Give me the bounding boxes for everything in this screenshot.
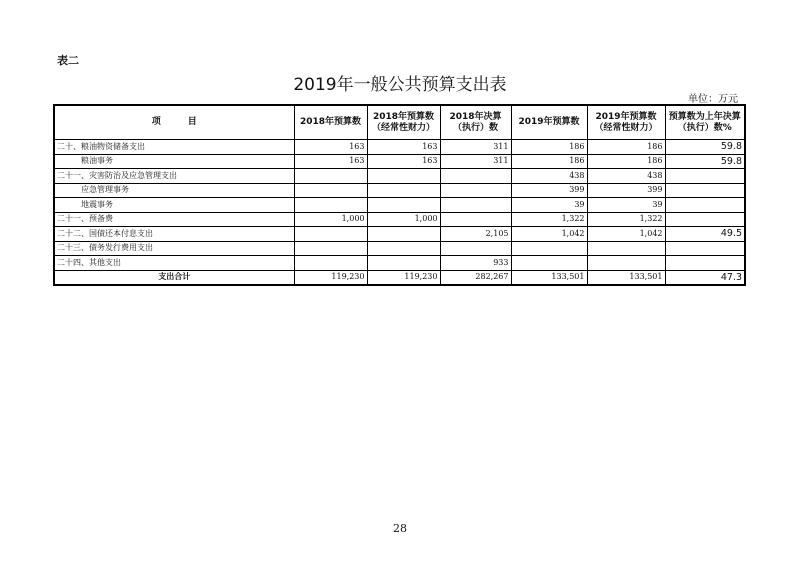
cell-percent: 47.3 xyxy=(665,270,745,285)
cell-percent: 59.8 xyxy=(665,154,745,169)
cell-2018-budget xyxy=(294,183,367,198)
row-item: 二十一、预备费 xyxy=(54,212,294,227)
cell-2019-budget: 186 xyxy=(511,140,587,155)
cell-percent: 49.5 xyxy=(665,227,745,242)
cell-2019-budget: 399 xyxy=(511,183,587,198)
cell-2018-final xyxy=(440,183,511,198)
table-row xyxy=(54,227,745,242)
cell-2019-budget: 39 xyxy=(511,198,587,213)
cell-2018-budget-regular: 119,230 xyxy=(367,270,440,285)
row-item: 二十三、债务发行费用支出 xyxy=(54,241,294,256)
cell-2018-budget xyxy=(294,256,367,271)
row-item: 应急管理事务 xyxy=(54,183,294,198)
cell-2018-budget-regular xyxy=(367,183,440,198)
unit-label: 单位：万元 xyxy=(688,94,738,105)
table-row xyxy=(54,169,745,184)
table-row xyxy=(54,183,745,198)
cell-2019-budget: 133,501 xyxy=(511,270,587,285)
header-2019-budget-regular: 2019年预算数 （经常性财力） xyxy=(587,105,665,140)
cell-2019-budget-regular: 186 xyxy=(587,140,665,155)
page-title: 2019年一般公共预算支出表 xyxy=(293,75,507,95)
cell-percent xyxy=(665,183,745,198)
row-item: 地震事务 xyxy=(54,198,294,213)
cell-2018-budget-regular xyxy=(367,198,440,213)
header-2018-budget: 2018年预算数 xyxy=(294,105,367,140)
cell-2018-budget-regular: 1,000 xyxy=(367,212,440,227)
table-row xyxy=(54,198,745,213)
header-2018-final: 2018年决算 （执行）数 xyxy=(440,105,511,140)
cell-2019-budget-regular xyxy=(587,241,665,256)
total-label: 支出合计 xyxy=(54,270,294,285)
cell-percent: 59.8 xyxy=(665,140,745,155)
cell-2019-budget-regular: 399 xyxy=(587,183,665,198)
cell-2019-budget: 1,042 xyxy=(511,227,587,242)
cell-2018-budget-regular xyxy=(367,169,440,184)
cell-2019-budget-regular: 133,501 xyxy=(587,270,665,285)
cell-2018-budget: 1,000 xyxy=(294,212,367,227)
cell-2019-budget xyxy=(511,241,587,256)
cell-2018-final xyxy=(440,198,511,213)
row-item: 二十四、其他支出 xyxy=(54,256,294,271)
table-row xyxy=(54,256,745,271)
cell-2018-budget xyxy=(294,241,367,256)
cell-2018-budget-regular xyxy=(367,241,440,256)
cell-2019-budget xyxy=(511,256,587,271)
cell-2019-budget-regular: 1,322 xyxy=(587,212,665,227)
cell-percent xyxy=(665,241,745,256)
budget-expenditure-table xyxy=(53,104,746,286)
cell-2018-budget-regular: 163 xyxy=(367,154,440,169)
cell-2018-final xyxy=(440,169,511,184)
table-row xyxy=(54,241,745,256)
cell-2018-budget xyxy=(294,198,367,213)
row-item: 二十、粮油物资储备支出 xyxy=(54,140,294,155)
cell-2019-budget: 438 xyxy=(511,169,587,184)
table-row xyxy=(54,140,745,155)
cell-2019-budget-regular: 186 xyxy=(587,154,665,169)
table-header-row xyxy=(54,105,745,140)
cell-2018-budget-regular xyxy=(367,227,440,242)
header-2018-budget-regular: 2018年预算数 （经常性财力） xyxy=(367,105,440,140)
cell-2018-final xyxy=(440,212,511,227)
cell-2019-budget-regular: 438 xyxy=(587,169,665,184)
cell-2018-budget: 163 xyxy=(294,154,367,169)
cell-2019-budget: 186 xyxy=(511,154,587,169)
cell-percent xyxy=(665,256,745,271)
cell-2019-budget-regular: 39 xyxy=(587,198,665,213)
cell-2018-budget-regular xyxy=(367,256,440,271)
total-row xyxy=(54,270,745,285)
row-item: 粮油事务 xyxy=(54,154,294,169)
cell-2019-budget-regular xyxy=(587,256,665,271)
cell-2018-budget-regular: 163 xyxy=(367,140,440,155)
table-number-label: 表二 xyxy=(57,54,79,67)
cell-2018-budget xyxy=(294,227,367,242)
cell-percent xyxy=(665,212,745,227)
cell-2018-final xyxy=(440,241,511,256)
header-budget-percent: 预算数为上年决算 （执行）数% xyxy=(665,105,745,140)
row-item: 二十二、国债还本付息支出 xyxy=(54,227,294,242)
table-row xyxy=(54,212,745,227)
cell-2018-budget: 163 xyxy=(294,140,367,155)
header-2019-budget: 2019年预算数 xyxy=(511,105,587,140)
cell-2019-budget-regular: 1,042 xyxy=(587,227,665,242)
cell-2018-final: 933 xyxy=(440,256,511,271)
cell-2018-final: 311 xyxy=(440,154,511,169)
cell-2018-final: 282,267 xyxy=(440,270,511,285)
cell-2018-budget: 119,230 xyxy=(294,270,367,285)
cell-2018-budget xyxy=(294,169,367,184)
page-number: 28 xyxy=(393,522,407,535)
cell-percent xyxy=(665,198,745,213)
table-row xyxy=(54,154,745,169)
header-item: 项 目 xyxy=(54,105,294,140)
cell-2018-final: 2,105 xyxy=(440,227,511,242)
row-item: 二十一、灾害防治及应急管理支出 xyxy=(54,169,294,184)
cell-2019-budget: 1,322 xyxy=(511,212,587,227)
cell-percent xyxy=(665,169,745,184)
cell-2018-final: 311 xyxy=(440,140,511,155)
